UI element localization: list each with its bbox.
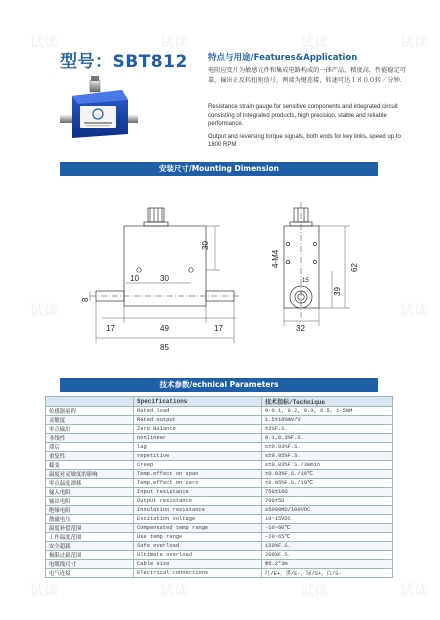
description-en-1: Resistance strain gauge for sensitive components and integrated circuit consisting of integrated products, high precision, stable and reliable performance. [208,104,398,128]
spec-name-en: Safe overload [134,542,262,551]
dim-17-left: 17 [106,324,115,333]
spec-name-en: Rated load [134,407,262,416]
watermark: 试读 [400,303,428,319]
table-row [46,452,393,461]
spec-name-en: repetitive [134,452,262,461]
features-title: 特点与用途/Features&Application [208,53,358,63]
watermark: 试读 [160,583,188,599]
dim-85: 85 [160,343,169,352]
spec-value: 1.5±10%mV/V [262,416,393,425]
dimension-banner: 安装尺寸/Mounting Dimension [60,162,378,176]
spec-value: 0-0.1, 0.2, 0.3, 0.5, 1-5NM [262,407,393,416]
watermark: 试读 [300,583,328,599]
spec-value: 0.1,0.3%F.S. [262,434,393,443]
table-row [46,479,393,488]
dim-32: 32 [296,324,305,333]
table-row [46,407,393,416]
spec-name-zh: 安全超载 [46,542,134,551]
dim-49: 49 [160,324,169,333]
spec-name-en: Temp.effect on zero [134,479,262,488]
spec-name-en: Input resistance [134,488,262,497]
spec-name-zh: 滞后 [46,443,134,452]
spec-header-col1 [46,397,134,407]
spec-name-en: Compensated temp range [134,524,262,533]
spec-header-row [46,397,393,407]
spec-name-zh: 电气连接 [46,569,134,578]
table-row [46,416,393,425]
spec-name-zh: 非线性 [46,434,134,443]
dim-8: 8 [81,297,90,302]
table-row [46,533,393,542]
spec-value: -10~60℃ [262,524,393,533]
spec-name-zh: 工作温度范围 [46,533,134,542]
watermark: 试读 [160,35,188,51]
watermark: 试读 [30,303,58,319]
description-en-2: Output and reversing torque signals, both ends for key links, speed up to 1800 RPM [208,133,401,149]
description-english [208,103,408,154]
spec-value: ≤±0.05%F.S. [262,452,393,461]
spec-value: 750±10Ω [262,488,393,497]
table-row [46,470,393,479]
spec-value: 150%F.S. [262,542,393,551]
spec-value: Φ5.2*3m [262,560,393,569]
spec-name-en: Electrical connections [134,569,262,578]
description-chinese: 电阻应变片为敏感元件和集成电路构成的一体产品，精度高，性能稳定可靠，输出正反转扭矩信号，两端为键连接，转速可达１８００转／分钟． [208,67,406,84]
spec-value: ≥5000MΩ/100VDC [262,506,393,515]
product-photo [60,72,138,150]
table-row [46,569,393,578]
spec-name-en: Use temp range [134,533,262,542]
spec-name-zh: 温度对灵敏度的影响 [46,470,134,479]
watermark: 试读 [400,583,428,599]
dim-30-horizontal: 30 [160,274,169,283]
spec-name-zh: 传感器量程 [46,407,134,416]
spec-name-zh: 温度补偿范围 [46,524,134,533]
spec-value: ±0.05%F.S./10℃ [262,479,393,488]
dim-39: 39 [333,287,342,296]
watermark: 试读 [300,35,328,51]
table-row [46,551,393,560]
spec-name-en: Cable size [134,560,262,569]
table-row [46,506,393,515]
dim-10: 10 [130,274,139,283]
spec-name-zh: 极限过载范围 [46,551,134,560]
table-row [46,434,393,443]
spec-name-zh: 灵敏度 [46,416,134,425]
spec-value: ±0.03%F.S./10℃ [262,470,393,479]
model-title: 型号：SBT812 [60,52,188,72]
side-view [284,202,350,326]
dim-30-vertical: 30 [201,241,210,250]
table-row [46,425,393,434]
spec-value: 红/E+，黑/E-，绿/S+，白/S- [262,569,393,578]
spec-value: 200%F.S. [262,551,393,560]
table-row [46,461,393,470]
spec-name-zh: 输出电阻 [46,497,134,506]
spec-value: ≤±0.03%F.S./30min [262,461,393,470]
spec-header-col3: 技术指标/Technique [262,397,393,407]
table-row [46,524,393,533]
watermark: 试读 [30,35,58,51]
table-row [46,515,393,524]
spec-name-en: nonlinear [134,434,262,443]
spec-name-en: Ultimate overload [134,551,262,560]
spec-name-zh: 激磁电压 [46,515,134,524]
table-row [46,497,393,506]
spec-name-en: Zero Balance [134,425,262,434]
spec-value: 10~15VDC [262,515,393,524]
watermark: 试读 [30,583,58,599]
spec-table [45,396,393,578]
spec-name-zh: 蠕变 [46,461,134,470]
spec-name-zh: 重复性 [46,452,134,461]
mounting-drawing [60,178,378,368]
watermark: 试读 [400,35,428,51]
spec-value: ≤±0.03%F.S. [262,443,393,452]
spec-name-zh: 零点温度漂移 [46,479,134,488]
spec-banner: 技术参数/echnical Parameters [60,378,378,392]
spec-name-zh: 零点输出 [46,425,134,434]
spec-name-en: Creep [134,461,262,470]
dim-17-right: 17 [214,324,223,333]
spec-name-en: Insulation resistance [134,506,262,515]
spec-name-zh: 电缆线尺寸 [46,560,134,569]
spec-value: ±2%F.S. [262,425,393,434]
spec-name-zh: 输入电阻 [46,488,134,497]
dim-4-m4: 4-M4 [271,249,280,268]
spec-name-en: lag [134,443,262,452]
spec-value: 700±5Ω [262,497,393,506]
spec-name-en: Excitation voltage [134,515,262,524]
spec-name-en: Temp.effect on span [134,470,262,479]
dim-62: 62 [350,263,359,272]
table-row [46,542,393,551]
spec-name-en: Rated output [134,416,262,425]
spec-header-col2: Specifications [134,397,262,407]
table-row [46,443,393,452]
dim-15: 15 [302,278,309,284]
spec-name-en: Output resistance [134,497,262,506]
table-row [46,488,393,497]
spec-value: -20~65℃ [262,533,393,542]
spec-name-zh: 绝缘电阻 [46,506,134,515]
table-row [46,560,393,569]
